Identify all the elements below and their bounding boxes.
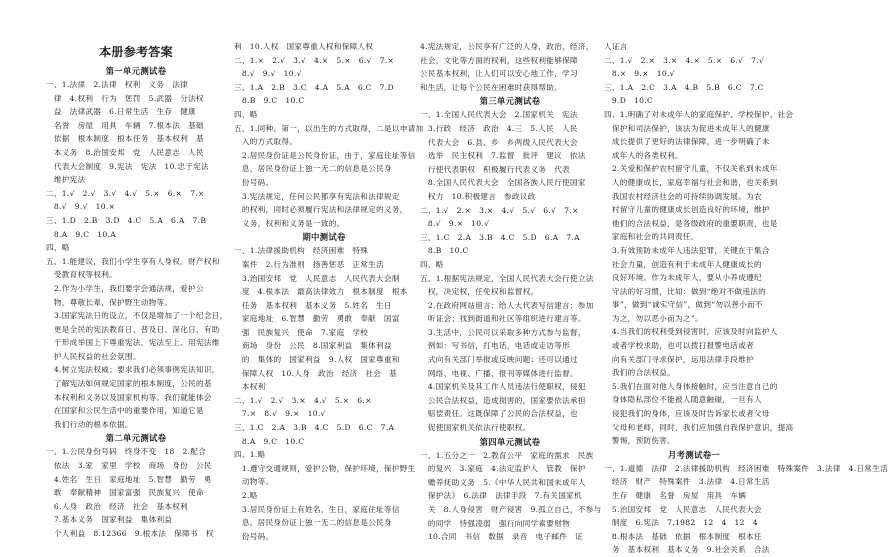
answer-line: 保护法》 6.法律 法律手段 7.有关国家机 xyxy=(420,491,582,501)
answer-line: 8.√ 9.√ 10.√ xyxy=(234,69,302,79)
answer-line: 五、1.能建议，我们小学生享有人身权、财产权和 xyxy=(46,256,220,266)
answer-line: 3.有效预防未成年人违法犯罪，关键在于集合 xyxy=(604,245,770,255)
answer-line: 为之，勿以恶小而为之”。 xyxy=(604,313,703,323)
answer-line: 动物等。 xyxy=(234,477,274,487)
answer-line: 代表大会 6.县、乡 乡两级人民代表大会 xyxy=(420,137,578,147)
answer-line: 1.遵守交通规则，爱护公物，保护环境，保护野生 xyxy=(234,463,416,473)
answer-line: 五、1.根据宪法规定，全国人民代表大会行使立法 xyxy=(420,273,594,283)
answer-line: 8.√ 9.√ 10.× xyxy=(46,202,116,212)
answer-line: 9.D 10.C xyxy=(604,96,654,106)
answer-line: 人证言 xyxy=(604,42,628,51)
answer-line: 8.B 10.C xyxy=(420,246,469,256)
answer-line: 4.国家机关及其工作人员违法行使职权，侵犯 xyxy=(420,382,586,392)
answer-line: 我们行动的根本依据。 xyxy=(46,419,133,429)
section-heading: 第一单元测试卷 xyxy=(105,66,167,76)
answer-line: 强 民族复兴 使命 7.家庭 学校 xyxy=(234,327,369,337)
answer-line: 三、1.C 2.A 3.B 4.C 5.D 6.C 7.A xyxy=(234,423,395,433)
answer-line: 社会力量，创造有利于未成年人健康成长的 xyxy=(604,259,762,269)
section-heading: 第三单元测试卷 xyxy=(479,96,541,107)
answer-line: 父母和老师，同时，我们应加强自我保护意识，提高 xyxy=(604,422,794,432)
section-heading: 第二单元测试卷 xyxy=(105,433,167,444)
answer-line: 商场 身份 公民 8.国家利益 集体利益 xyxy=(234,341,392,351)
answer-line: 公民合法权益，造成损害的，国家要依法承担 xyxy=(420,395,586,405)
answer-line: 本义务 8.治国安邦 党 人民意志 人民 xyxy=(46,147,204,157)
answer-line: 2.在政府网站留言；给人大代表写信建言；参加 xyxy=(420,300,594,310)
answer-line: 成年人的各类权利。 xyxy=(604,150,683,160)
answer-line: 10.合同 书信 数据 录音 电子邮件 证 xyxy=(420,532,583,542)
answer-line: 8.根本法 基础 依据 根本制度 根本任 xyxy=(604,531,762,541)
answer-line: 五、1.同种。第一，以出生的方式取得，二是以申请加 xyxy=(234,123,424,133)
column-2-body xyxy=(234,40,424,543)
answer-line: 务 基本权利 基本义务 9.社会关系 合法 xyxy=(604,545,770,555)
column-3-body xyxy=(420,40,600,544)
answer-line: 8.全国人民代表大会 全国各族人民行使国家 xyxy=(420,178,586,188)
answer-line: 8.B 9.C 10.C xyxy=(234,96,305,106)
answer-line: 的同学 恃强凌弱 强行向同学索要财物 xyxy=(420,518,570,528)
answer-line: 二、1.√ 2.√ 3.√ 4.√ 5.× 6.× 7.× xyxy=(46,188,205,198)
answer-line: 二、1.√ 2.× 3.× 4.× 5.× 6.√ 7.√ xyxy=(604,55,765,65)
answer-line: 关 8.人身侵害 财产侵害 9.孤立自己，不参与 xyxy=(420,505,602,514)
answer-line: 3.国家宪法日的设立，不仅是增加了一个纪念日， xyxy=(46,311,228,321)
answer-line: 四、1.略 xyxy=(234,450,266,460)
answer-line: 村留守儿童的健康成长创造良好的环境，维护 xyxy=(604,205,770,215)
answer-line: 的权利，同时必须履行宪法和法律规定的义务， xyxy=(234,205,408,215)
answer-line: 案件 2.行为准则 扬善惩恶 正常生活 xyxy=(234,259,384,269)
answer-line: 任务 基本权利 基本义务 5.姓名 生日 xyxy=(234,300,392,310)
answer-line: 公民基本权利，让人们可以安心地工作，学习 xyxy=(420,69,578,79)
answer-line: 一、1.道德 法律 2.法律援助机构 经济困难 特殊案件 3.法律 4.日常生活 xyxy=(604,463,888,473)
answer-line: 赔偿责任。这既保障了公民的合法权益，也 xyxy=(420,409,578,419)
answer-line: 三、1.A 2.C 3.A 4.B 5.B 6.C 7.C xyxy=(604,82,764,92)
column-3 xyxy=(420,40,600,544)
answer-line: 3.宪法规定，任何公民都享有宪法和法律规定 xyxy=(234,191,400,201)
answer-line: 本权利 xyxy=(234,382,266,392)
answer-line: 保障人权 10.人身 政治 经济 社会 基 xyxy=(234,368,397,378)
answer-line: 或者学校求助，也可以拨打报警电话或者 xyxy=(604,341,754,351)
answer-line: 三、1.A 2.B 3.C 4.A 5.A 6.C 7.D xyxy=(234,82,394,92)
answer-line: 二、1.√ 2.× 3.× 4.√ 5.√ 6.√ 7.× xyxy=(420,205,579,215)
answer-line: 息，居民身份证上独一无二的信息是公民身 xyxy=(234,164,392,174)
answer-line: 更是全民的宪法教育日、普及日、深化日，有助 xyxy=(46,324,220,334)
column-4-body xyxy=(604,40,888,557)
answer-line: 三、1.C 2.A 3.B 4.C 5.D 6.A 7.A xyxy=(420,232,580,242)
answer-line: 份号码。 xyxy=(234,177,274,187)
answer-line: 2.关爱和保护农村留守儿童，不仅关系到未成年 xyxy=(604,164,778,174)
answer-line: 四、略 xyxy=(234,109,258,119)
answer-line: 3.治国安邦 党 人民意志 人民代表大会制 xyxy=(234,273,400,283)
answer-line: 3.生活中，公民可以采取多种方式参与监督， xyxy=(420,327,586,337)
answer-line: 的复兴 3.家庭 4.法定监护人 管教 保护 xyxy=(420,464,586,474)
answer-line: 8.A 9.C 10.C xyxy=(234,436,305,446)
answer-line: 8.× 9.× 10.√ xyxy=(604,69,675,79)
answer-line: 5.治国安邦 党 人民意志 人民代表大会 xyxy=(604,504,762,514)
answer-line: 我国农村经济社会的可持续协调发展。为农 xyxy=(604,191,762,201)
answer-line: 2.略 xyxy=(234,491,258,500)
answer-line: 行使代表职权 积极履行代表义务 代表 xyxy=(420,164,570,174)
answer-line: 良好环境。作为未成年人，要从小养成遵纪 xyxy=(604,273,762,283)
answer-line: 依法 3.家 家里 学校 商场 身份 公民 xyxy=(46,461,212,471)
column-4 xyxy=(604,40,888,557)
answer-line: 名誉 房屋 用具 车辆 7.根本法 基础 xyxy=(46,120,204,130)
answer-line: 我们的合法权益。 xyxy=(604,368,676,378)
answer-line: 侵犯我们的身体，应该及时告诉家长或者父母 xyxy=(604,409,770,419)
answer-line: 赡养抚助义务 5.《中华人民共和国未成年人 xyxy=(420,477,586,487)
answer-line: 警惕，预防伤害。 xyxy=(604,436,676,446)
answer-line: 二、1.√ 2.√ 3.× 4.√ 5.× 6.× xyxy=(234,395,372,405)
answer-line: 三、1.D 2.B 3.D 4.C 5.A 6.A 7.B xyxy=(46,215,207,225)
column-1 xyxy=(46,44,226,541)
answer-line: 5.我们在面对他人身体接触时，应当注意自己的 xyxy=(604,381,778,391)
answer-line: 8.A 9.C 10.A xyxy=(46,229,117,239)
answer-line: 权力 10.积极建言 参政议政 xyxy=(420,191,536,201)
answer-line: 社会，文化等方面的权利，这些权利能够保障 xyxy=(420,55,578,65)
answer-line: 2.居民身份证是公民身份证，由于，家庭住址等信 xyxy=(234,150,416,160)
answer-line: 护人民权益的社会氛围。 xyxy=(46,351,141,361)
answer-line: 制度 6.宪法 7.1982 12 4 12 4 xyxy=(604,518,758,528)
answer-line: 的 集体的 国家利益 9.人权 国家尊重和 xyxy=(234,355,400,365)
answer-line: 保护和司法保护，该法为促进未成年人的健康 xyxy=(604,123,770,133)
answer-line: 身体隐私部位不能被人随意触碰，一旦有人 xyxy=(604,395,762,405)
answer-line: 个人利益 8.12366 9.根本法 保障书 权 xyxy=(46,529,214,538)
answer-line: 一、1.公民身份号码 终身不变 18 2.配合 xyxy=(46,447,207,457)
section-heading: 期中测试卷 xyxy=(302,232,346,243)
answer-line: 份号码。 xyxy=(234,531,274,541)
answer-line: 4.宪法规定，公民享有广泛的人身，政治，经济， xyxy=(420,42,594,51)
answer-line: 网络、电视、广播、报刊等媒体进行监督。 xyxy=(420,368,578,378)
answer-line: 四、1.明确了对未成年人的家庭保护、学校保护、社会 xyxy=(604,109,794,119)
answer-line: 息，居民身份证上独一无二的信息是公民身 xyxy=(234,518,392,528)
column-1-body xyxy=(46,64,226,541)
answer-line: 3.居民身份证上有姓名，生日，家庭住址等信 xyxy=(234,504,400,514)
answer-line: 3.行政 经济 政治 4.三 5.人民 人民 xyxy=(420,123,578,133)
answer-line: 二、1.× 2.√ 3.√ 4.× 5.× 6.√ 7.× xyxy=(234,55,395,65)
answer-line: 代表大会制度 9.宪法 宪法 10.忠于宪法 xyxy=(46,161,209,171)
answer-line: 生存 健康 名誉 房屋 用具 车辆 xyxy=(604,491,747,500)
answer-line: 例如：写书信，打电话，电话或走访等形 xyxy=(420,341,570,351)
answer-line: 家庭地址 6.智慧 勤劳 勇敢 奉献 国富 xyxy=(234,314,400,324)
answer-line: 一、1.五分之一 2.教育公平 家庭的需求 民族 xyxy=(420,450,594,460)
answer-line: 式向有关部门举报或反映问题；还可以通过 xyxy=(420,355,578,365)
answer-line: 经济 财产 特殊案件 3.法律 4.日常生活 xyxy=(604,477,770,487)
answer-line: 入的方式取得。 xyxy=(234,137,298,147)
answer-line: 维护宪法 xyxy=(46,175,86,185)
section-heading: 月考测试卷一 xyxy=(667,449,721,460)
answer-line: 守法的好习惯，比如：做到“绝对不做违法的 xyxy=(604,286,767,296)
answer-line: 选举 民主权利 7.监督 批评 建议 依法 xyxy=(420,151,586,161)
answer-line: 物，尊敬长辈，保护野生动物等。 xyxy=(46,297,173,307)
answer-line: 度 4.根本法 最高法律效力 根本制度 根本 xyxy=(234,287,408,297)
answer-line: 本权利和义务以及国家机构等。我们就能体会 xyxy=(46,392,212,402)
answer-line: 和生活，让每个公民在困难时获得帮助。 xyxy=(420,82,563,92)
answer-line: 7.基本义务 国家利益 集体利益 xyxy=(46,515,173,525)
answer-line: 他们的合法权益，是各级政府的重要职责，也是 xyxy=(604,218,778,228)
section-heading: 第四单元测试卷 xyxy=(479,436,541,447)
answer-line: 4.姓名 生日 家庭地址 5.智慧 勤劳 勇 xyxy=(46,474,212,484)
answer-line: 律 4.权利 行为 惩罚 5.武器 分法权 xyxy=(46,93,204,103)
answer-line: 听证会；找到街道和社区等组织进行建言等。 xyxy=(420,314,586,324)
answer-line: 8.√ 9.× 10.√ xyxy=(420,219,490,229)
answer-line: 益 法律武器 6.日常生活 生存 健康 xyxy=(46,107,196,117)
answer-line: 敢 奉献精神 国家富强 民族复兴 使命 xyxy=(46,488,204,498)
page-title: 本册参考答案 xyxy=(99,45,173,59)
answer-line: 在国家和公民生活中的重要作用，知道它是 xyxy=(46,406,204,416)
answer-line: 利 10.人权 国家尊重人权和保障人权 xyxy=(234,42,374,51)
answer-line: 4.树立宪法权威；要求我们必须事例宪法知识， xyxy=(46,365,220,375)
answer-line: 依据 根本制度 根本任务 基本权利 基 xyxy=(46,134,204,144)
answer-line: 一、1.全国人民代表大会 2.国家机关 宪法 xyxy=(420,110,578,120)
answer-line: 4.当我们的权利受到侵害时，应该及时向监护人 xyxy=(604,327,778,337)
answer-line: 促使国家机关依法行使职权。 xyxy=(420,423,531,433)
answer-line: 权，决定权，任免权和监督权。 xyxy=(420,287,539,297)
answer-line: 四、略 xyxy=(46,243,70,253)
answer-line: 事”，做到“诚实守信”，做到“勿以善小而不 xyxy=(604,300,763,310)
answer-line: 成长提供了更好的法律保障，进一步明确了未 xyxy=(604,137,770,147)
answer-line: 了解宪法如何规定国家的根本制度，公民的基 xyxy=(46,379,212,389)
answer-line: 向有关部门寻求保护，运用法律手段维护 xyxy=(604,354,754,364)
answer-line: 一、1.法律 2.法律 权利 义务 法律 xyxy=(46,80,188,89)
answer-line: 2.作为小学生，我们要学会通法规，爱护公 xyxy=(46,283,204,293)
answer-line: 人的健康成长，家庭幸福与社会和谐，也关系到 xyxy=(604,177,778,187)
answer-line: 四、略 xyxy=(420,259,444,269)
answer-line: 家庭和社会的共同责任。 xyxy=(604,232,699,242)
answer-line: 受教育权等权利。 xyxy=(46,270,118,280)
answer-line: 于形成举国上下尊重宪法、宪法至上、用宪法维 xyxy=(46,338,220,348)
answer-line: 义务，权利和义务是一致的。 xyxy=(234,218,345,228)
answer-line: 7.× 8.√ 9.× 10.√ xyxy=(234,409,326,419)
column-2 xyxy=(234,40,424,543)
answer-line: 一、1.法律援助机构 经济困难 特殊 xyxy=(234,246,369,256)
answer-line: 6.人身 政治 经济 社会 基本权利 xyxy=(46,501,189,511)
